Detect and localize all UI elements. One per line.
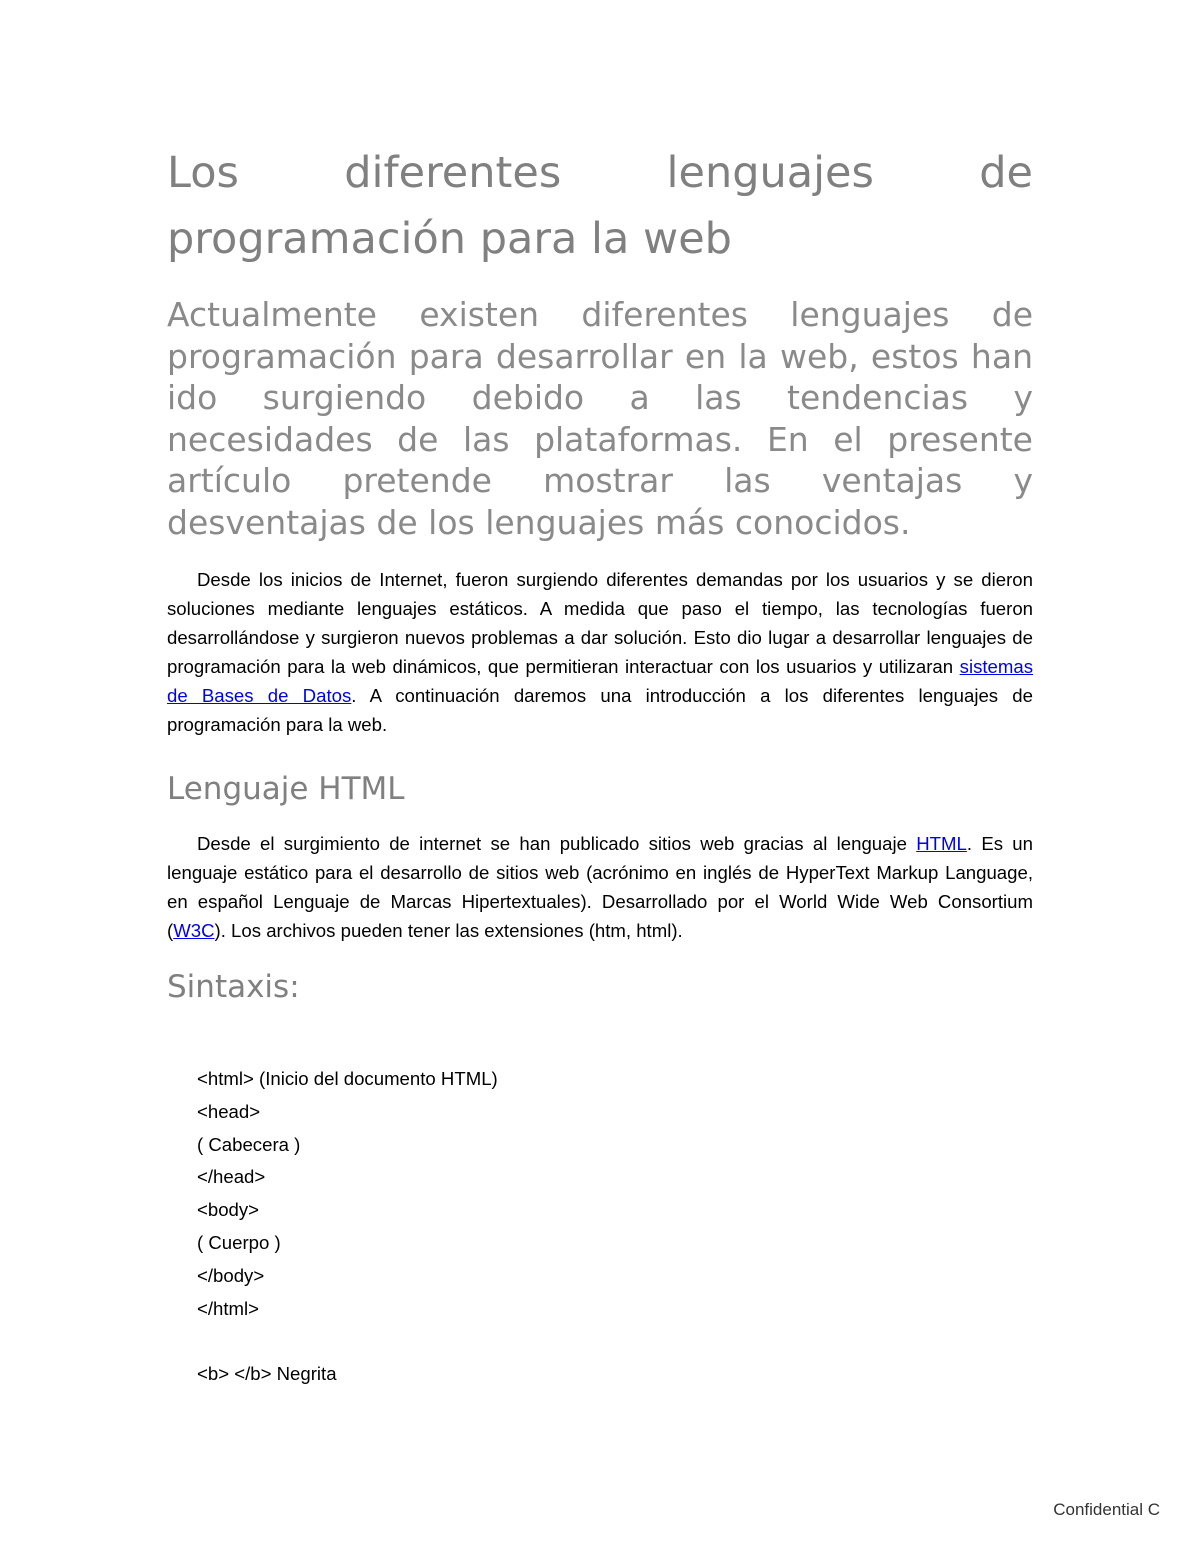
code-line: ( Cuerpo ): [197, 1231, 281, 1253]
intro-paragraph: [167, 565, 1033, 739]
code-line: </html>: [197, 1297, 260, 1319]
syntax-section-heading: Sintaxis:: [167, 969, 300, 1005]
bases-de-datos-link[interactable]: sistemas de Bases de Datos: [167, 656, 1033, 706]
syntax-code-block: [197, 1063, 1033, 1325]
intro-text-after-link: . A continuación daremos una introducción a los diferentes lenguajes de programación para la web.: [167, 685, 1033, 735]
document-subtitle: Actualmente existen diferentes lenguajes de programación para desarrollar en la web, estos han ido surgiendo debido a las tendencias y necesidades de las plataformas. En el presente artículo pretende mostrar las ventajas y desventajas de los lenguajes más conocidos.: [167, 295, 1033, 542]
bold-tag-example: <b> </b> Negrita: [197, 1363, 337, 1385]
code-line: <body>: [197, 1199, 260, 1221]
html-link[interactable]: HTML: [916, 833, 967, 854]
w3c-link[interactable]: W3C: [173, 920, 215, 941]
code-line: </body>: [197, 1264, 265, 1286]
html-paragraph: [167, 829, 1033, 945]
html-text-2: . Es un lenguaje estático para el desarrollo de sitios web (acrónimo en inglés de HyperText Markup Language, en español Lenguaje de Marcas Hipertextuales). Desarrollado por el World Wide Web Consortium (: [167, 833, 1033, 941]
html-text-1: Desde el surgimiento de internet se han publicado sitios web gracias al lenguaje: [197, 833, 917, 854]
intro-text-before-link: Desde los inicios de Internet, fueron surgiendo diferentes demandas por los usuarios y se dieron soluciones mediante lenguajes estáticos. A medida que paso el tiempo, las tecnologías fueron desarrollándose y surgieron nuevos problemas a dar solución. Esto dio lugar a desarrollar lenguajes de programación para la web dinámicos, que permitieran interactuar con los usuarios y utilizaran: [167, 569, 1033, 677]
html-section-heading: Lenguaje HTML: [167, 771, 405, 807]
document-page: [167, 140, 1033, 1390]
document-title: Los diferentes lenguajes de programación para la web: [167, 148, 1033, 264]
code-line: </head>: [197, 1166, 266, 1188]
confidential-footer: Confidential C: [1053, 1500, 1160, 1519]
code-line: <html> (Inicio del documento HTML): [197, 1068, 498, 1089]
code-line: ( Cabecera ): [197, 1133, 301, 1155]
code-line: <head>: [197, 1100, 261, 1122]
html-text-3: ). Los archivos pueden tener las extensiones (htm, html).: [214, 920, 683, 941]
